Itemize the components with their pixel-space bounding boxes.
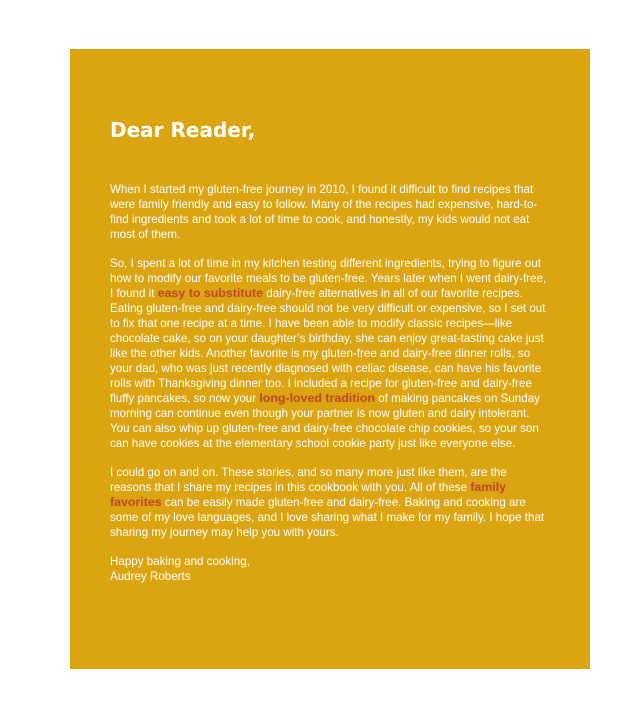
paragraph-2-text-a: So, I spent a lot of time in my kitchen testing different ingredients, trying to figure out how to modify our favorite meals to be gluten-free. Years later when I went dairy-free, I found it xyxy=(110,257,547,300)
highlight-easy-to-substitute: easy to substitute xyxy=(157,286,264,300)
paragraph-3-text-a: I could go on and on. These stories, and so many more just like them, are the reasons that I share my recipes in this cookbook with you. All of these xyxy=(110,466,507,494)
signature: Audrey Roberts xyxy=(110,570,191,583)
highlight-family-favorites: family favorites xyxy=(110,480,507,509)
paragraph-2-text-b: dairy-free alternatives in all of our favorite recipes. Eating gluten-free and dairy-free should not be very difficult or expensive, so I set out to fix that one recipe at a time. I have been able to modify classic recipes—like chocolate cake, so on your daughter’s birthday, she can enjoy great-tasting cake just like the other kids. Another favorite is my gluten-free and dairy-free dinner rolls, so your dad, who was just recently diagnosed with celiac disease, can have his favorite rolls with Thanksgiving dinner too. I included a recipe for gluten-free and dairy-free fluffy pancakes, so now your xyxy=(110,287,546,405)
letter-heading: Dear Reader, xyxy=(110,118,256,142)
paragraph-2 xyxy=(110,256,550,451)
paragraph-2-text-c: of making pancakes on Sunday morning can continue even though your partner is now gluten and dairy intolerant. You can also whip up gluten-free and dairy-free chocolate chip cookies, so your son can have cookies at the elementary school cookie party just like everyone else. xyxy=(110,392,540,450)
paragraph-1: When I started my gluten-free journey in 2010, I found it difficult to find recipes that were family friendly and easy to follow. Many of the recipes had expensive, hard-to-find ingredients and took a lot of time to cook, and honestly, my kids would not eat most of them. xyxy=(110,183,538,241)
paragraph-3-text-b: can be easily made gluten-free and dairy-free. Baking and cooking are some of my love languages, and I love sharing what I make for my family. I hope that sharing my journey may help you with yours. xyxy=(110,496,545,539)
paragraph-3 xyxy=(110,465,550,540)
closing-line: Happy baking and cooking, xyxy=(110,555,250,568)
letter-panel xyxy=(70,49,590,669)
highlight-long-loved-tradition: long-loved tradition xyxy=(259,391,375,405)
